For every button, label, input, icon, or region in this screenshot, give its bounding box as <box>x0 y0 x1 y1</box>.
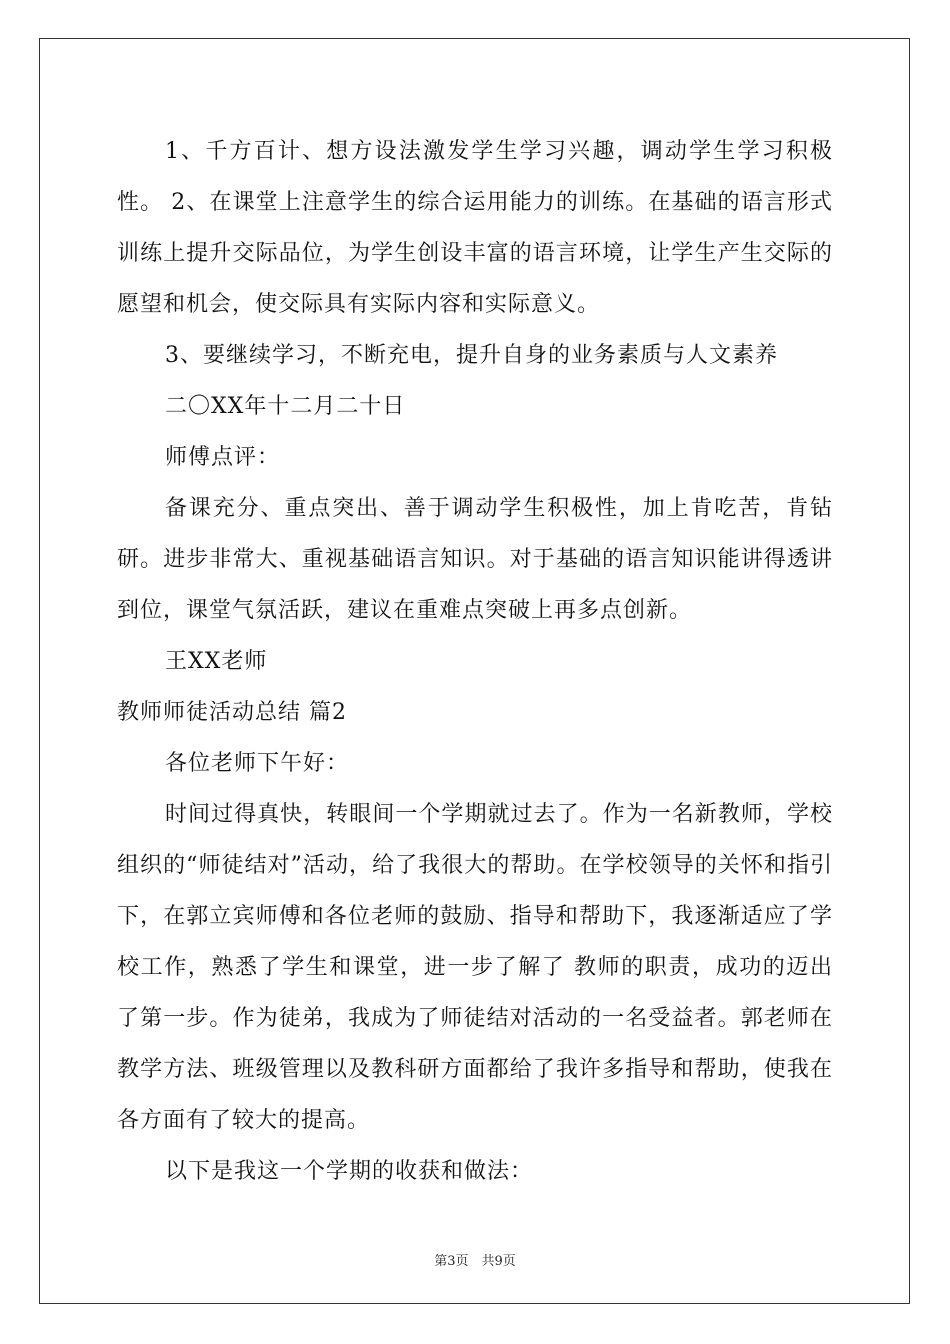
section-heading: 教师师徒活动总结 篇2 <box>117 700 347 725</box>
paragraph-teaching-measures: 1、千方百计、想方设法激发学生学习兴趣，调动学生学习积极性。 2、在课堂上注意学生的综合运用能力的训练。在基础的语言形式训练上提升交际品位，为学生创设丰富的语言环境，让学生产生交际的愿望和机会，使交际具有实际内容和实际意义。 <box>117 139 833 317</box>
mentor-comment-label: 师傅点评： <box>165 445 281 470</box>
greeting-line: 各位老师下午好： <box>165 751 350 776</box>
paragraph-intro-gains: 以下是我这一个学期的收获和做法： <box>165 1159 534 1184</box>
paragraph-mentor-comment: 备课充分、重点突出、善于调动学生积极性，加上肯吃苦，肯钻研。进步非常大、重视基础语言知识。对于基础的语言知识能讲得透讲到位，课堂气氛活跃，建议在重难点突破上再多点创新。 <box>117 496 833 623</box>
date-line: 二〇XX年十二月二十日 <box>165 394 406 419</box>
paragraph-summary: 时间过得真快，转眼间一个学期就过去了。作为一名新教师，学校组织的“师徒结对”活动，给了我很大的帮助。在学校领导的关怀和指引下，在郭立宾师傅和各位老师的鼓励、指导和帮助下，我逐渐适应了学校工作，熟悉了学生和课堂，进一步了解了 教师的职责，成功的迈出了第一步。作为徒弟，我成为了师徒结对活动的一名受益者。郭老师在教学方法、班级管理以及教科研方面都给了我许多指导和帮助，使我在各方面有了较大的提高。 <box>117 802 833 1133</box>
document-body <box>117 126 833 1197</box>
signature-teacher: 王XX老师 <box>165 649 268 674</box>
paragraph-continue-learning: 3、要继续学习，不断充电，提升自身的业务素质与人文素养 <box>165 343 778 368</box>
page-number-footer: 第3页 共9页 <box>434 1254 516 1269</box>
